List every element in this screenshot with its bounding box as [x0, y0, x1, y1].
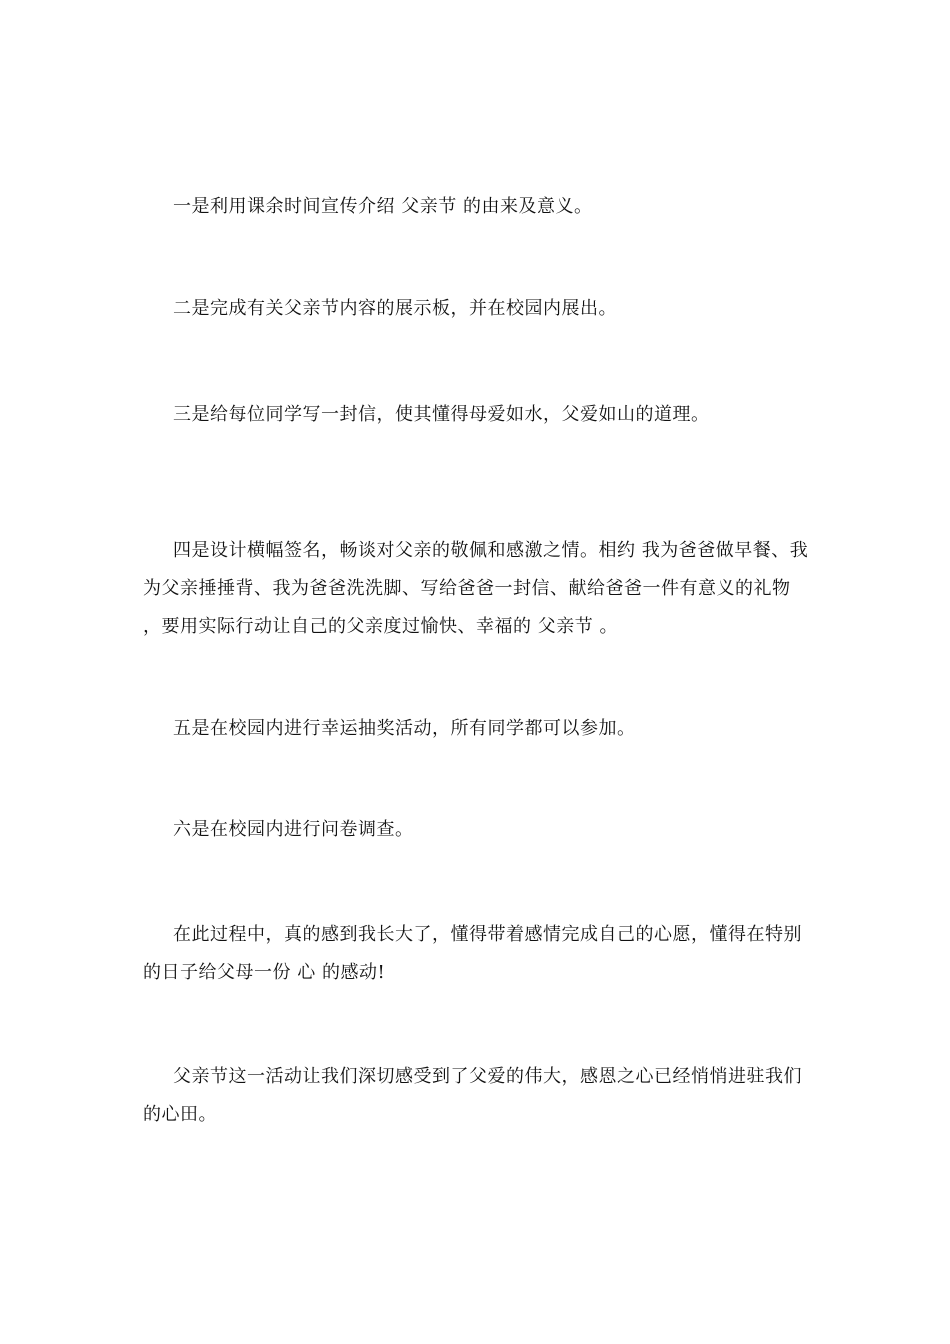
paragraph-7: 在此过程中，真的感到我长大了，懂得带着感情完成自己的心愿，懂得在特别的日子给父母一份 心 的感动! — [143, 924, 802, 983]
paragraph-3: 三是给每位同学写一封信，使其懂得母爱如水，父爱如山的道理。 — [173, 404, 710, 425]
paragraph-5: 五是在校园内进行幸运抽奖活动，所有同学都可以参加。 — [173, 718, 636, 739]
paragraph-6: 六是在校园内进行问卷调查。 — [173, 819, 414, 840]
paragraph-1: 一是利用课余时间宣传介绍 父亲节 的由来及意义。 — [173, 196, 593, 217]
paragraph-8: 父亲节这一活动让我们深切感受到了父爱的伟大，感恩之心已经悄悄进驻我们的心田。 — [143, 1066, 802, 1125]
paragraph-4: 四是设计横幅签名，畅谈对父亲的敬佩和感激之情。相约 我为爸爸做早餐、我为父亲捶捶背、我为爸爸洗洗脚、写给爸爸一封信、献给爸爸一件有意义的礼物 ，要用实际行动让自己的父亲度过愉快、幸福的 父亲节 。 — [143, 540, 809, 637]
paragraph-2: 二是完成有关父亲节内容的展示板，并在校园内展出。 — [173, 298, 617, 319]
